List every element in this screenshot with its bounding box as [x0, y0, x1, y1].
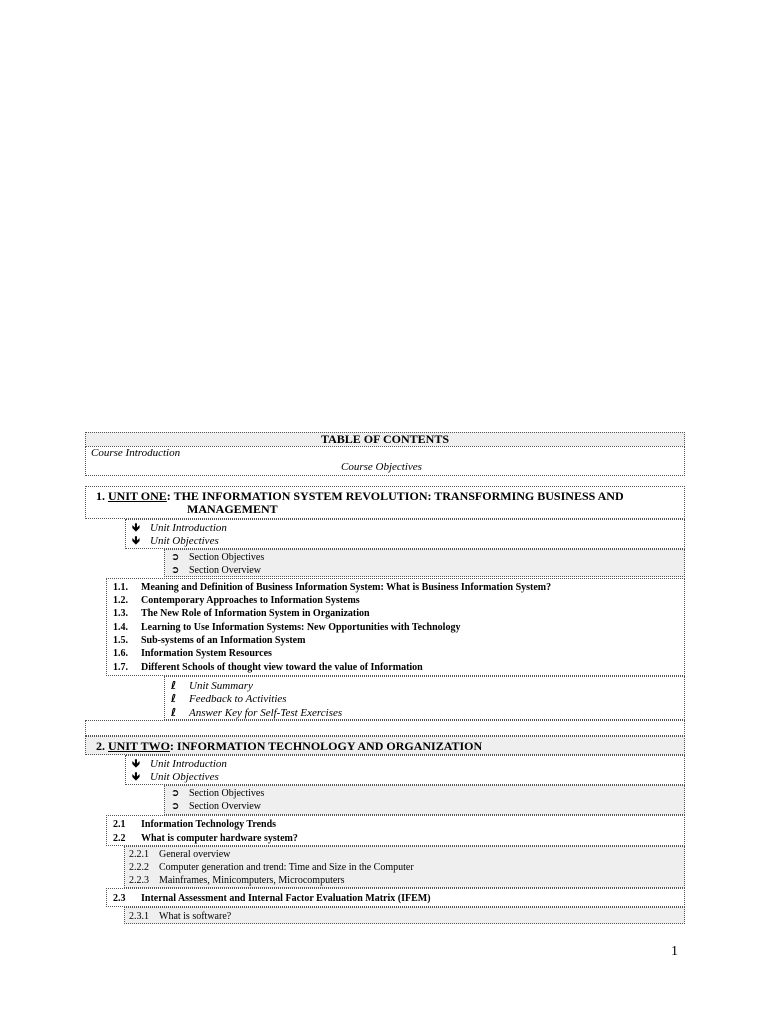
script-bullet-icon: ℓ	[171, 706, 177, 719]
list-item: ℓ Feedback to Activities	[171, 692, 287, 705]
course-intro-box	[85, 446, 685, 476]
table-row: 1.5. Sub-systems of an Information System	[113, 635, 306, 646]
course-introduction: Course Introduction	[91, 447, 181, 459]
course-objectives: Course Objectives	[341, 461, 422, 473]
unit-one-summary-box	[164, 676, 685, 720]
script-bullet-icon: ℓ	[171, 679, 177, 692]
down-arrow-icon: 🡻	[132, 757, 140, 770]
subsection-2-3-1-box	[124, 907, 685, 924]
unit-two-title	[96, 740, 482, 753]
down-arrow-icon: 🡻	[132, 770, 140, 783]
unit-one-title	[96, 490, 624, 503]
table-row: 1.2. Contemporary Approaches to Information Systems	[113, 595, 360, 606]
list-item: ➲ Section Overview	[171, 565, 261, 576]
unit-two-header-box	[85, 736, 685, 755]
list-item: 🡻 Unit Objectives	[132, 770, 219, 783]
unit-two-subsections-box	[124, 846, 685, 888]
unit-two-number: 2.	[96, 739, 105, 753]
page-number: 1	[671, 944, 678, 959]
unit-one-sections-box	[106, 578, 685, 676]
table-row: 2.2 What is computer hardware system?	[113, 833, 298, 844]
unit-one-title-line2: MANAGEMENT	[187, 502, 278, 516]
table-row: 1.6. Information System Resources	[113, 648, 272, 659]
table-row: 2.2.2 Computer generation and trend: Time and Size in the Computer	[129, 862, 414, 873]
unit-one-header-box	[85, 486, 685, 519]
unit-two-intro-box	[125, 755, 685, 785]
hook-arrow-icon: ➲	[171, 565, 180, 576]
toc-title: TABLE OF CONTENTS	[320, 432, 450, 446]
list-item: ℓ Answer Key for Self-Test Exercises	[171, 706, 343, 719]
unit-two-sections-box	[106, 815, 685, 846]
table-row: 2.2.1 General overview	[129, 849, 231, 860]
list-item: 🡻 Unit Objectives	[132, 534, 219, 547]
unit-one-intro-box	[125, 519, 685, 549]
hook-arrow-icon: ➲	[171, 788, 180, 799]
table-row: 2.3 Internal Assessment and Internal Factor Evaluation Matrix (IFEM)	[113, 893, 431, 904]
table-row: 2.3.1 What is software?	[129, 911, 232, 922]
list-item: 🡻 Unit Introduction	[132, 757, 227, 770]
down-arrow-icon: 🡻	[132, 521, 140, 534]
unit-two-title-text: : INFORMATION TECHNOLOGY AND ORGANIZATION	[169, 739, 483, 753]
unit-one-title-line1: : THE INFORMATION SYSTEM REVOLUTION: TRANSFORMING BUSINESS AND	[166, 489, 624, 503]
list-item: ➲ Section Objectives	[171, 552, 265, 563]
unit-two-label: UNIT TWO	[108, 739, 170, 753]
table-row: 2.2.3 Mainframes, Minicomputers, Microcomputers	[129, 875, 345, 886]
spacer-row	[85, 720, 685, 736]
list-item: ➲ Section Overview	[171, 801, 261, 812]
list-item: ℓ Unit Summary	[171, 679, 253, 692]
hook-arrow-icon: ➲	[171, 801, 180, 812]
table-row: 1.1. Meaning and Definition of Business Information System: What is Business Information System?	[113, 582, 552, 593]
unit-one-label: UNIT ONE	[108, 489, 167, 503]
down-arrow-icon: 🡻	[132, 534, 140, 547]
toc-title-box	[85, 432, 685, 447]
hook-arrow-icon: ➲	[171, 552, 180, 563]
script-bullet-icon: ℓ	[171, 692, 177, 705]
section-2-3-box	[106, 888, 685, 907]
unit-one-section-box	[164, 549, 685, 577]
table-row: 1.7. Different Schools of thought view toward the value of Information	[113, 662, 423, 673]
table-row: 1.3. The New Role of Information System in Organization	[113, 608, 370, 619]
list-item: 🡻 Unit Introduction	[132, 521, 227, 534]
table-row: 2.1 Information Technology Trends	[113, 819, 277, 830]
list-item: ➲ Section Objectives	[171, 788, 265, 799]
table-row: 1.4. Learning to Use Information Systems: New Opportunities with Technology	[113, 622, 461, 633]
unit-one-number: 1.	[96, 489, 105, 503]
unit-two-section-box	[164, 785, 685, 815]
